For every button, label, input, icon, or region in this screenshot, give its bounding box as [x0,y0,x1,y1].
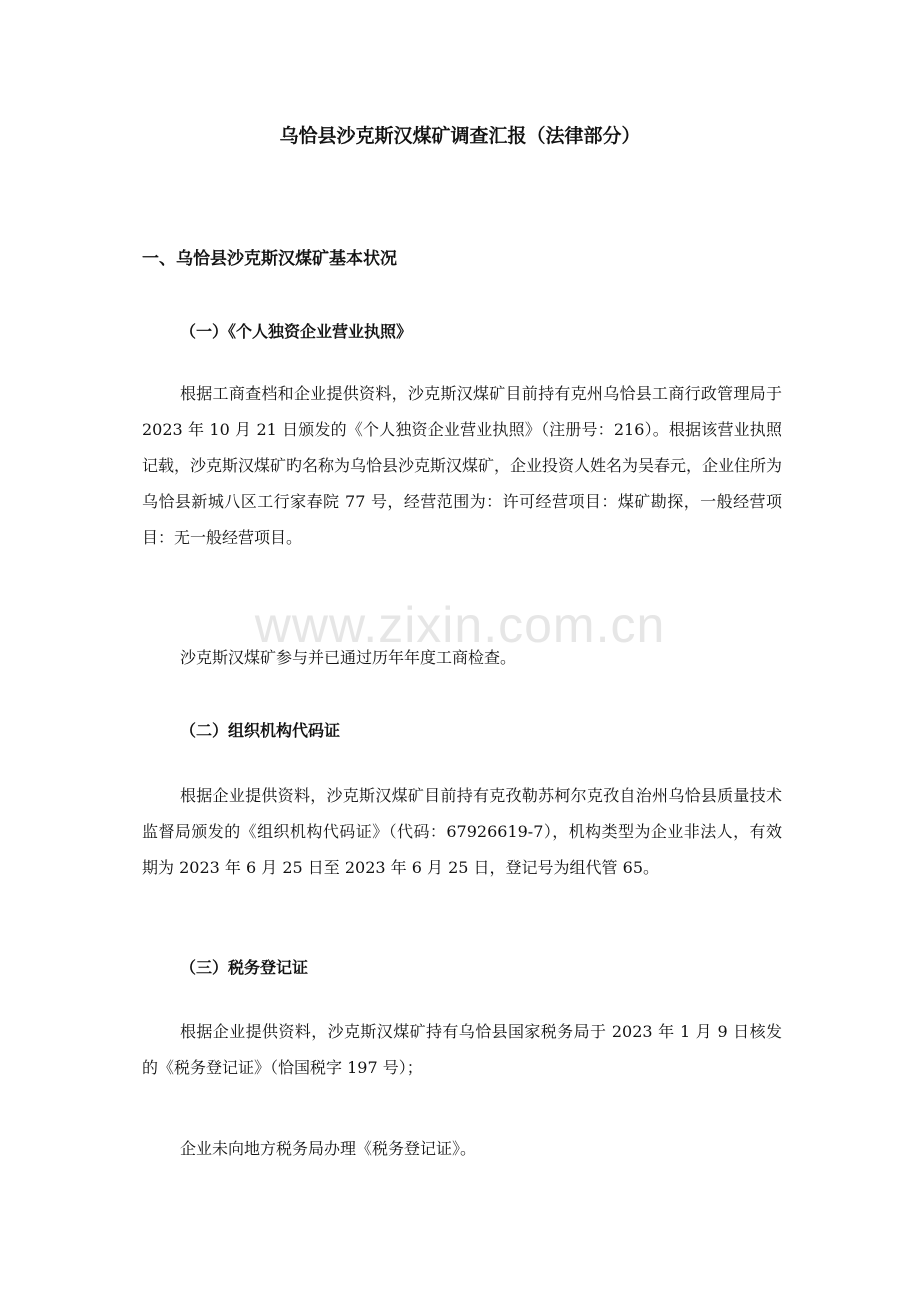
document-title: 乌恰县沙克斯汉煤矿调查汇报（法律部分） [279,125,641,147]
paragraph-org-code-details: 根据企业提供资料，沙克斯汉煤矿目前持有克孜勒苏柯尔克孜自治州乌恰县质量技术监督局颁发的《组织机构代码证》（代码：67926619-7），机构类型为企业非法人，有效期为 2023 年 6 月 25 日至 2023 年 6 月 25 日，登记号为组代管 65。 [142,786,782,877]
paragraph-tax-national: 根据企业提供资料，沙克斯汉煤矿持有乌恰县国家税务局于 2023 年 1 月 9 日核发的《税务登记证》（恰国税字 197 号）； [142,1022,782,1077]
subsection-heading-tax: （三）税务登记证 [180,958,309,977]
paragraph-license-details: 根据工商查档和企业提供资料，沙克斯汉煤矿目前持有克州乌恰县工商行政管理局于 2023 年 10 月 21 日颁发的《个人独资企业营业执照》（注册号：216）。根据该营业执照记载，沙克斯汉煤矿旳名称为乌恰县沙克斯汉煤矿，企业投资人姓名为吴春元，企业住所为乌恰县新城八区工行家春院 77 号，经营范围为：许可经营项目：煤矿勘探，一般经营项目：无一般经营项目。 [142,384,783,547]
subsection-heading-org-code: （二）组织机构代码证 [180,721,341,740]
paragraph-tax-local: 企业未向地方税务局办理《税务登记证》。 [180,1139,477,1158]
section-heading: 一、乌恰县沙克斯汉煤矿基本状况 [142,249,397,269]
subsection-heading-license: （一）《个人独资企业营业执照》 [180,322,413,341]
paragraph-annual-inspection: 沙克斯汉煤矿参与并已通过历年年度工商检查。 [180,648,517,667]
watermark: www.zixin.com.cn [254,597,666,653]
